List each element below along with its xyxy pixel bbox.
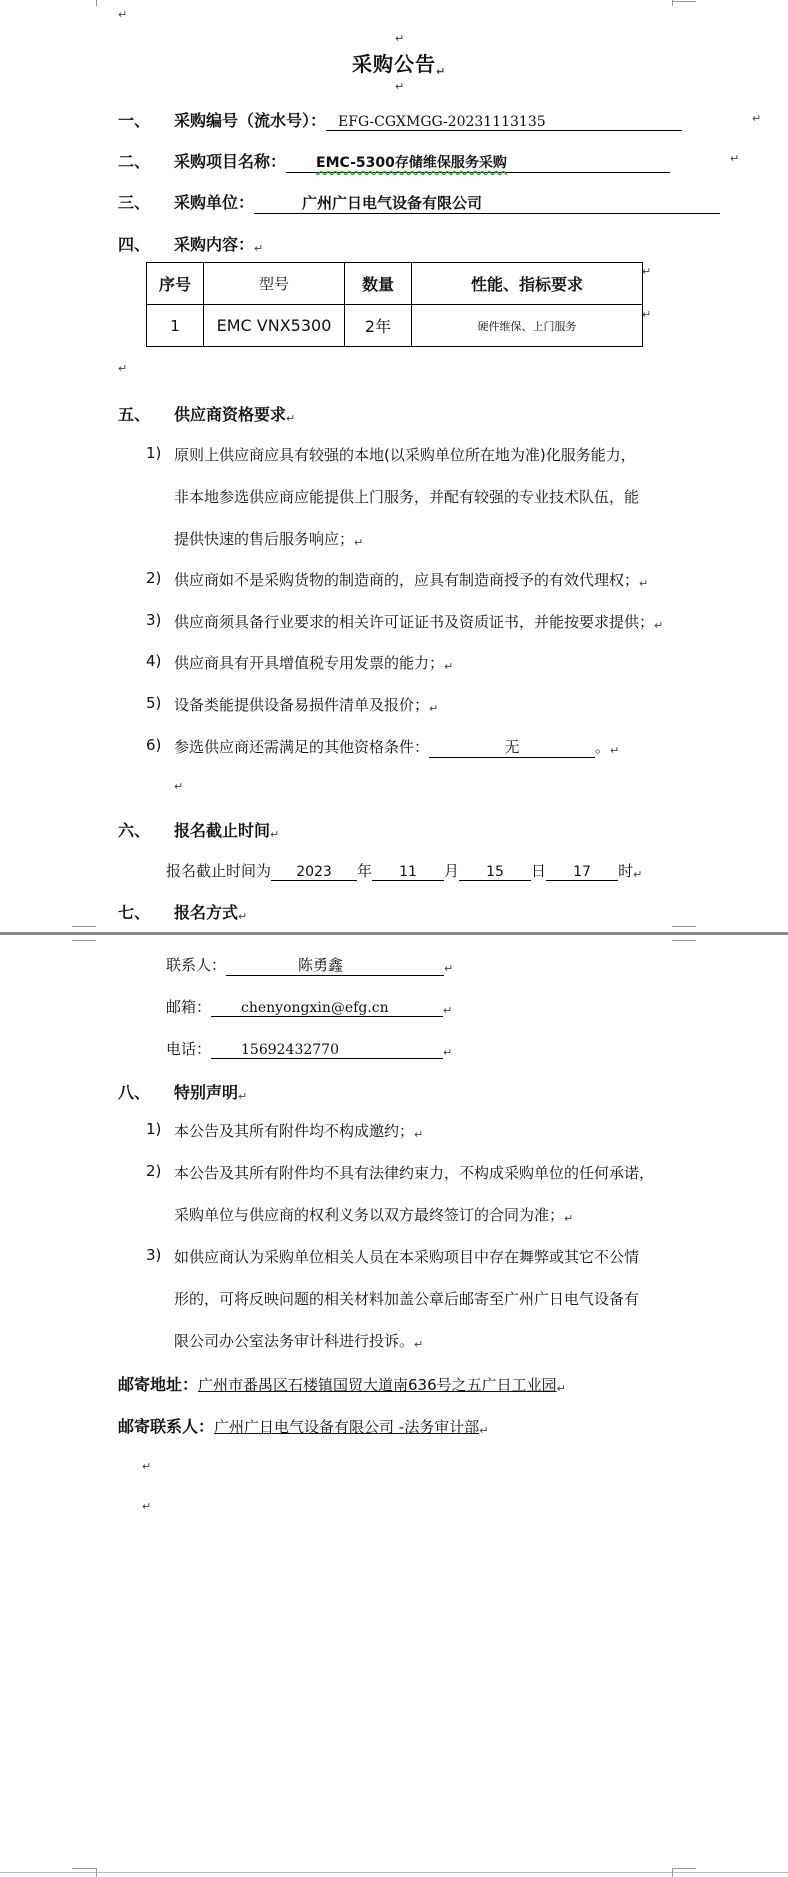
procurement-number: 采购编号（流水号）： EFG-CGXMGG-20231113135	[174, 108, 682, 131]
list-item: 形的，可将反映问题的相关材料加盖公章后邮寄至广州广日电气设备有	[174, 1290, 640, 1308]
paragraph-mark: ↵	[142, 1460, 152, 1473]
section-4: 四、	[118, 235, 151, 254]
list-item: 非本地参选供应商应能提供上门服务，并配有较强的专业技术队伍，能	[174, 488, 640, 506]
list-item: 原则上供应商应具有较强的本地(以采购单位所在地为准)化服务能力，	[174, 446, 636, 464]
list-item: 本公告及其所有附件均不具有法律约束力，不构成采购单位的任何承诺，	[174, 1164, 655, 1182]
list-item-number: 3)	[146, 611, 162, 629]
list-item: 参选供应商还需满足的其他资格条件： 无 。↵	[174, 738, 620, 757]
procurement-table	[146, 262, 643, 347]
section-2: 二、	[118, 152, 151, 171]
contact-person: 联系人： 陈勇鑫 ↵	[166, 956, 454, 975]
list-item: 提供快速的售后服务响应；↵	[174, 530, 364, 549]
procurement-unit: 采购单位： 广州广日电气设备有限公司	[174, 190, 720, 214]
paragraph-mark: ↵	[174, 780, 184, 793]
table-header-cell: 型号	[204, 263, 345, 305]
paragraph-mark: ↵	[730, 152, 740, 165]
section-3: 三、	[118, 193, 151, 212]
list-item-number: 3)	[146, 1246, 162, 1264]
list-item: 供应商须具备行业要求的相关许可证证书及资质证书，并能按要求提供；↵	[174, 613, 664, 632]
table-header-cell: 数量	[345, 263, 412, 305]
list-item: 本公告及其所有附件均不构成邀约；↵	[174, 1122, 424, 1141]
list-item: 如供应商认为采购单位相关人员在本采购项目中存在舞弊或其它不公情	[174, 1248, 640, 1266]
list-item: 供应商具有开具增值税专用发票的能力；↵	[174, 654, 454, 673]
list-item: 限公司办公室法务审计科进行投诉。↵	[174, 1332, 424, 1351]
mail-address: 邮寄地址：广州市番禺区石楼镇国贸大道南636号之五广日工业园↵	[118, 1375, 566, 1395]
paragraph-mark: ↵	[752, 112, 762, 125]
page-bottom-edge	[0, 1872, 788, 1873]
paragraph-mark: ↵	[142, 1500, 152, 1513]
paragraph-mark: ↵	[395, 32, 405, 45]
registration-method-heading: 报名方式↵	[174, 903, 248, 923]
section-1: 一、	[118, 111, 151, 130]
mail-contact: 邮寄联系人：广州广日电气设备有限公司 -法务审计部↵	[118, 1417, 489, 1437]
section-6: 六、	[118, 821, 151, 840]
special-statement-heading: 特别声明↵	[174, 1083, 248, 1103]
list-item: 供应商如不是采购货物的制造商的，应具有制造商授予的有效代理权；↵	[174, 571, 649, 590]
supplier-requirements-heading: 供应商资格要求↵	[174, 405, 296, 425]
table-cell: 硬件维保、上门服务	[412, 305, 643, 347]
table-cell: 2年	[345, 305, 412, 347]
list-item-number: 6)	[146, 736, 162, 754]
table-header-row	[147, 263, 643, 305]
contact-phone: 电话： 15692432770 ↵	[166, 1040, 453, 1059]
project-name: 采购项目名称： EMC-5300存储维保服务采购	[174, 149, 670, 173]
list-item-number: 5)	[146, 694, 162, 712]
procurement-content: 采购内容：↵	[174, 235, 264, 255]
list-item: 设备类能提供设备易损件清单及报价；↵	[174, 696, 439, 715]
table-row	[147, 305, 643, 347]
section-8: 八、	[118, 1083, 151, 1102]
table-header-cell: 性能、指标要求	[412, 263, 643, 305]
page-title: 采购公告$_↵$	[352, 52, 447, 78]
paragraph-mark: ↵	[642, 265, 652, 278]
deadline-line: 报名截止时间为 2023 年 11 月 15 日 17 时↵	[166, 862, 643, 881]
table-cell: EMC VNX5300	[204, 305, 345, 347]
paragraph-mark: ↵	[642, 308, 652, 321]
page-break	[0, 932, 788, 935]
table-header-cell: 序号	[147, 263, 204, 305]
contact-email: 邮箱： chenyongxin@efg.cn ↵	[166, 998, 453, 1017]
paragraph-mark: ↵	[395, 80, 405, 93]
list-item-number: 2)	[146, 569, 162, 587]
list-item-number: 1)	[146, 444, 162, 462]
section-7: 七、	[118, 903, 151, 922]
deadline-heading: 报名截止时间↵	[174, 821, 280, 841]
table-cell: 1	[147, 305, 204, 347]
list-item-number: 1)	[146, 1120, 162, 1138]
paragraph-mark: ↵	[118, 362, 128, 375]
section-5: 五、	[118, 405, 151, 424]
list-item-number: 2)	[146, 1162, 162, 1180]
list-item-number: 4)	[146, 652, 162, 670]
list-item: 采购单位与供应商的权利义务以双方最终签订的合同为准；↵	[174, 1206, 574, 1225]
paragraph-mark: ↵	[118, 8, 128, 21]
